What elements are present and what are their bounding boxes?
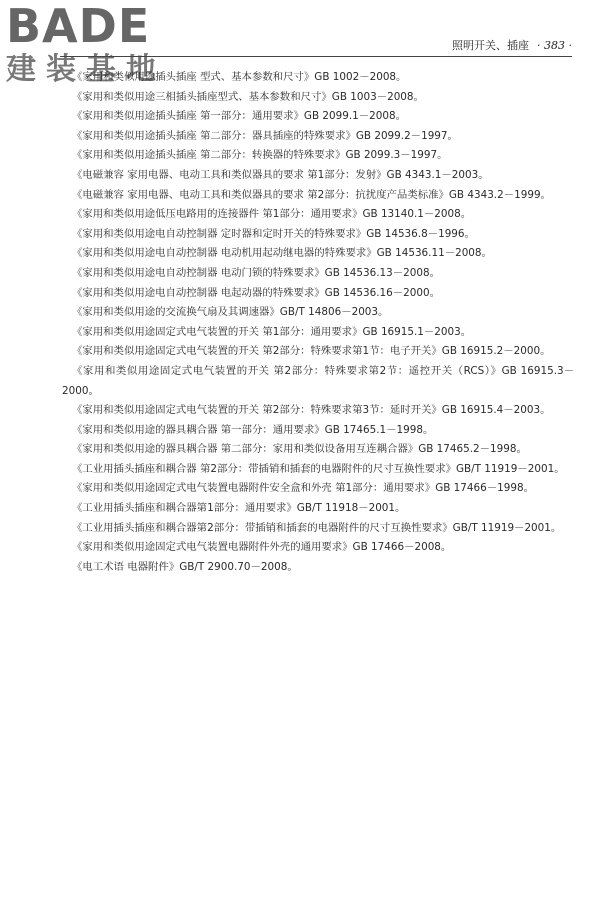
reference-entry: 《家用和类似用途固定式电气装置的开关 第2部分：特殊要求第1节：电子开关》GB 16915.2－2000。: [72, 345, 551, 358]
reference-entry: 《家用和类似用途固定式电气装置电器附件外壳的通用要求》GB 17466－2008。: [72, 541, 452, 554]
reference-entry: 《家用和类似用途低压电路用的连接器件 第1部分：通用要求》GB 13140.1－2008。: [72, 208, 472, 221]
reference-entry: 《家用和类似用途固定式电气装置的开关 第2部分：特殊要求第2节：遥控开关（RCS）》GB 16915.3－2000。: [62, 364, 574, 397]
reference-entry: 《家用和类似用途固定式电气装置电器附件安全盒和外壳 第1部分：通用要求》GB 17466－1998。: [72, 482, 534, 495]
logo-subtitle: 建装基地: [6, 52, 166, 87]
page-number: · 383 ·: [537, 39, 572, 52]
reference-entry: 《家用和类似用途插头插座 第二部分：转换器的特殊要求》GB 2099.3－1997。: [72, 149, 448, 162]
reference-list: [62, 68, 574, 577]
reference-entry: 《工业用插头插座和耦合器 第2部分：带插销和插套的电器附件的尺寸互换性要求》GB/T 11919－2001。: [72, 462, 565, 475]
reference-entry: 《家用和类似用途插头插座 第一部分：通用要求》GB 2099.1－2008。: [72, 110, 406, 123]
reference-entry: 《家用和类似用途电自动控制器 电动机用起动继电器的特殊要求》GB 14536.11－2008。: [72, 247, 492, 260]
reference-entry: 《家用和类似用途三相插头插座型式、基本参数和尺寸》GB 1003－2008。: [72, 90, 424, 103]
reference-entry: 《家用和类似用途固定式电气装置的开关 第2部分：特殊要求第3节：延时开关》GB 16915.4－2003。: [72, 404, 551, 417]
reference-entry: 《家用和类似用途插头插座 第二部分：器具插座的特殊要求》GB 2099.2－1997。: [72, 129, 458, 142]
reference-entry: 《家用和类似用途电自动控制器 定时器和定时开关的特殊要求》GB 14536.8－1996。: [72, 227, 475, 240]
header-right: [452, 38, 572, 54]
section-title: 照明开关、插座: [452, 39, 530, 52]
logo-wordmark: BADE: [6, 0, 151, 53]
reference-entry: 《家用和类似用途电自动控制器 电起动器的特殊要求》GB 14536.16－2000。: [72, 286, 440, 299]
reference-entry: 《工业用插头插座和耦合器第1部分：通用要求》GB/T 11918－2001。: [72, 502, 406, 515]
reference-entry: 《家用和类似用途的交流换气扇及其调速器》GB/T 14806－2003。: [72, 306, 389, 319]
reference-entry: 《电磁兼容 家用电器、电动工具和类似器具的要求 第1部分：发射》GB 4343.1－2003。: [72, 168, 489, 181]
reference-entry: 《电工术语 电器附件》GB/T 2900.70－2008。: [72, 560, 298, 573]
reference-entry: 《家用和类似用途的器具耦合器 第二部分：家用和类似设备用互连耦合器》GB 17465.2－1998。: [72, 443, 527, 456]
reference-entry: 《家用和类似用途固定式电气装置的开关 第1部分：通用要求》GB 16915.1－2003。: [72, 325, 472, 338]
reference-entry: 《家用和类似用途插头插座 型式、基本参数和尺寸》GB 1002－2008。: [72, 71, 407, 83]
reference-entry: 《家用和类似用途的器具耦合器 第一部分：通用要求》GB 17465.1－1998。: [72, 423, 434, 436]
running-header: [60, 38, 572, 57]
reference-entry: 《家用和类似用途电自动控制器 电动门锁的特殊要求》GB 14536.13－2008。: [72, 266, 440, 279]
reference-entry: 《电磁兼容 家用电器、电动工具和类似器具的要求 第2部分：抗扰度产品类标准》GB 4343.2－1999。: [72, 188, 551, 201]
reference-entry: 《工业用插头插座和耦合器第2部分：带插销和插套的电器附件的尺寸互换性要求》GB/T 11919－2001。: [72, 521, 562, 534]
